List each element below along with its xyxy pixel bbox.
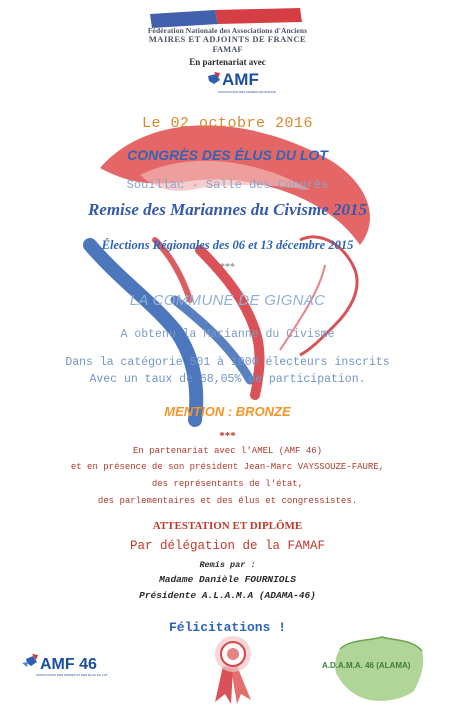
congres-title: CONGRÈS DES ÉLUS DU LOT xyxy=(127,147,328,163)
elections-line: Élections Régionales des 06 et 13 décembre 2015 xyxy=(101,238,354,252)
tricolor-rosette-icon xyxy=(205,632,261,704)
separator-stars: *** xyxy=(220,262,235,273)
amf-logo-subtitle: ASSOCIATION DES MAIRES DE FRANCE xyxy=(218,90,276,94)
body-line-2: et en présence de son président Jean-Marc VAYSSOUZE-FAURE, xyxy=(70,462,385,472)
amf46-logo-text: AMF 46 xyxy=(40,656,97,673)
signatory-name: Madame Danièle FOURNIOLS xyxy=(159,574,296,585)
lot-department-map-icon xyxy=(330,635,430,705)
award-obtenu: A obtenu la Marianne du Civisme xyxy=(120,328,335,341)
partner-line: En partenariat avec xyxy=(189,57,266,67)
delegation-line: Par délégation de la FAMAF xyxy=(129,539,326,553)
award-mention: MENTION : BRONZE xyxy=(164,404,291,419)
amf-logo-text: AMF xyxy=(222,70,259,89)
body-line-4: des parlementaires et des élus et congressistes. xyxy=(97,496,358,506)
flag-red-band xyxy=(215,8,302,24)
famaf-line: FAMAF xyxy=(212,44,243,54)
award-categorie: Dans la catégorie 501 à 1000 électeurs inscrits xyxy=(65,356,390,369)
adama-label: A.D.A.M.A. 46 (ALAMA) xyxy=(322,661,411,670)
award-taux: Avec un taux de 68,05% de participation. xyxy=(89,373,366,386)
maires-line: MAIRES ET ADJOINTS DE FRANCE xyxy=(148,34,307,44)
body-line-3: des représentants de l'état, xyxy=(151,479,304,489)
attestation-title: ATTESTATION ET DIPLÔME xyxy=(152,520,303,532)
federation-line: Fédération Nationale des Associations d'Anciens xyxy=(147,26,308,35)
signatory-title: Présidente A.L.A.M.A (ADAMA-46) xyxy=(139,590,316,601)
amf46-logo-subtitle: ASSOCIATION DES MAIRES ET DES ÉLUS DU LOT xyxy=(36,673,108,677)
remis-par: Remis par : xyxy=(199,560,256,570)
body-line-1: En partenariat avec l'AMEL (AMF 46) xyxy=(132,446,323,456)
felicitations: Félicitations ! xyxy=(168,620,287,635)
commune-name: LA COMMUNE DE GIGNAC xyxy=(129,292,326,309)
event-location: Souillac - Salle des Congrès xyxy=(126,178,329,192)
event-date: Le 02 octobre 2016 xyxy=(141,115,314,132)
separator-stars-red: *** xyxy=(219,430,236,442)
remise-title: Remise des Mariannes du Civisme 2015 xyxy=(87,200,368,219)
